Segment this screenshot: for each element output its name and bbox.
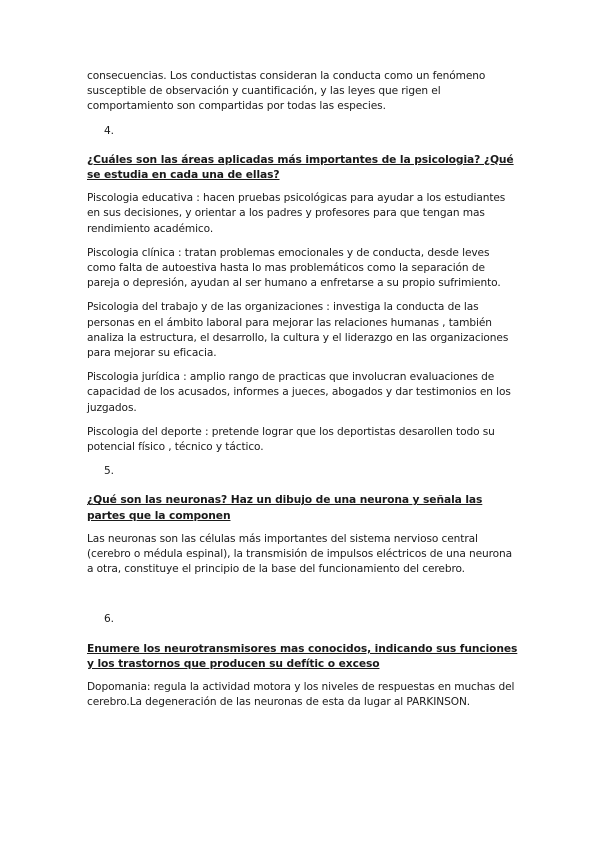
section-heading: ¿Cuáles son las áreas aplicadas más importantes de la psicologia? ¿Qué se estudia en cada una de ellas? <box>87 152 514 182</box>
paragraph: Las neuronas son las células más importantes del sistema nervioso central (cerebro o médula espinal), la transmisión de impulsos eléctricos de una neurona a otra, constituye el principio de la base del funcionamiento del cerebro. <box>87 532 513 576</box>
section-number: 5. <box>104 465 114 478</box>
paragraph: Piscologia del deporte : pretende lograr que los deportistas desarollen todo su potencial físico , técnico y táctico. <box>87 425 495 454</box>
section-heading: Enumere los neurotransmisores mas conocidos, indicando sus funciones y los trastornos que producen su defític o exceso <box>87 641 518 670</box>
section-heading: ¿Qué son las neuronas? Haz un dibujo de una neurona y señala las partes que la componen <box>87 493 483 522</box>
blank-space <box>87 586 519 608</box>
section-number: 4. <box>104 124 114 137</box>
document-body <box>87 69 519 720</box>
paragraph: Psicologia del trabajo y de las organizaciones : investiga la conducta de las personas en el ámbito laboral para mejorar las relaciones humanas , también analiza la estructura, el desarrollo, la cultura y el liderazgo en las organizaciones para mejorar su eficacia. <box>87 301 509 360</box>
paragraph: Piscologia clínica : tratan problemas emocionales y de conducta, desde leves como falta de autoestiva hasta lo mas problemáticos como la separación de pareja o depresión, ayudan al ser humano a enfretarse a su propio sufrimiento. <box>87 246 501 290</box>
paragraph: Dopomania: regula la actividad motora y los niveles de respuestas en muchas del cerebro.La degeneración de las neuronas de esta da lugar al PARKINSON. <box>87 681 515 709</box>
paragraph: Piscologia jurídica : amplio rango de practicas que involucran evaluaciones de capacidad de los acusados, informes a jueces, abogados y dar testimonios en los juzgados. <box>87 371 511 414</box>
intro-paragraph: consecuencias. Los conductistas consideran la conducta como un fenómeno susceptible de observación y cuantificación, y las leyes que rigen el comportamiento son compartidas por todas las especies. <box>87 70 486 113</box>
section-number: 6. <box>104 613 114 626</box>
paragraph: Piscologia educativa : hacen pruebas psicológicas para ayudar a los estudiantes en sus decisiones, y orientar a los padres y profesores para que tengan mas rendimiento académico. <box>87 192 506 235</box>
